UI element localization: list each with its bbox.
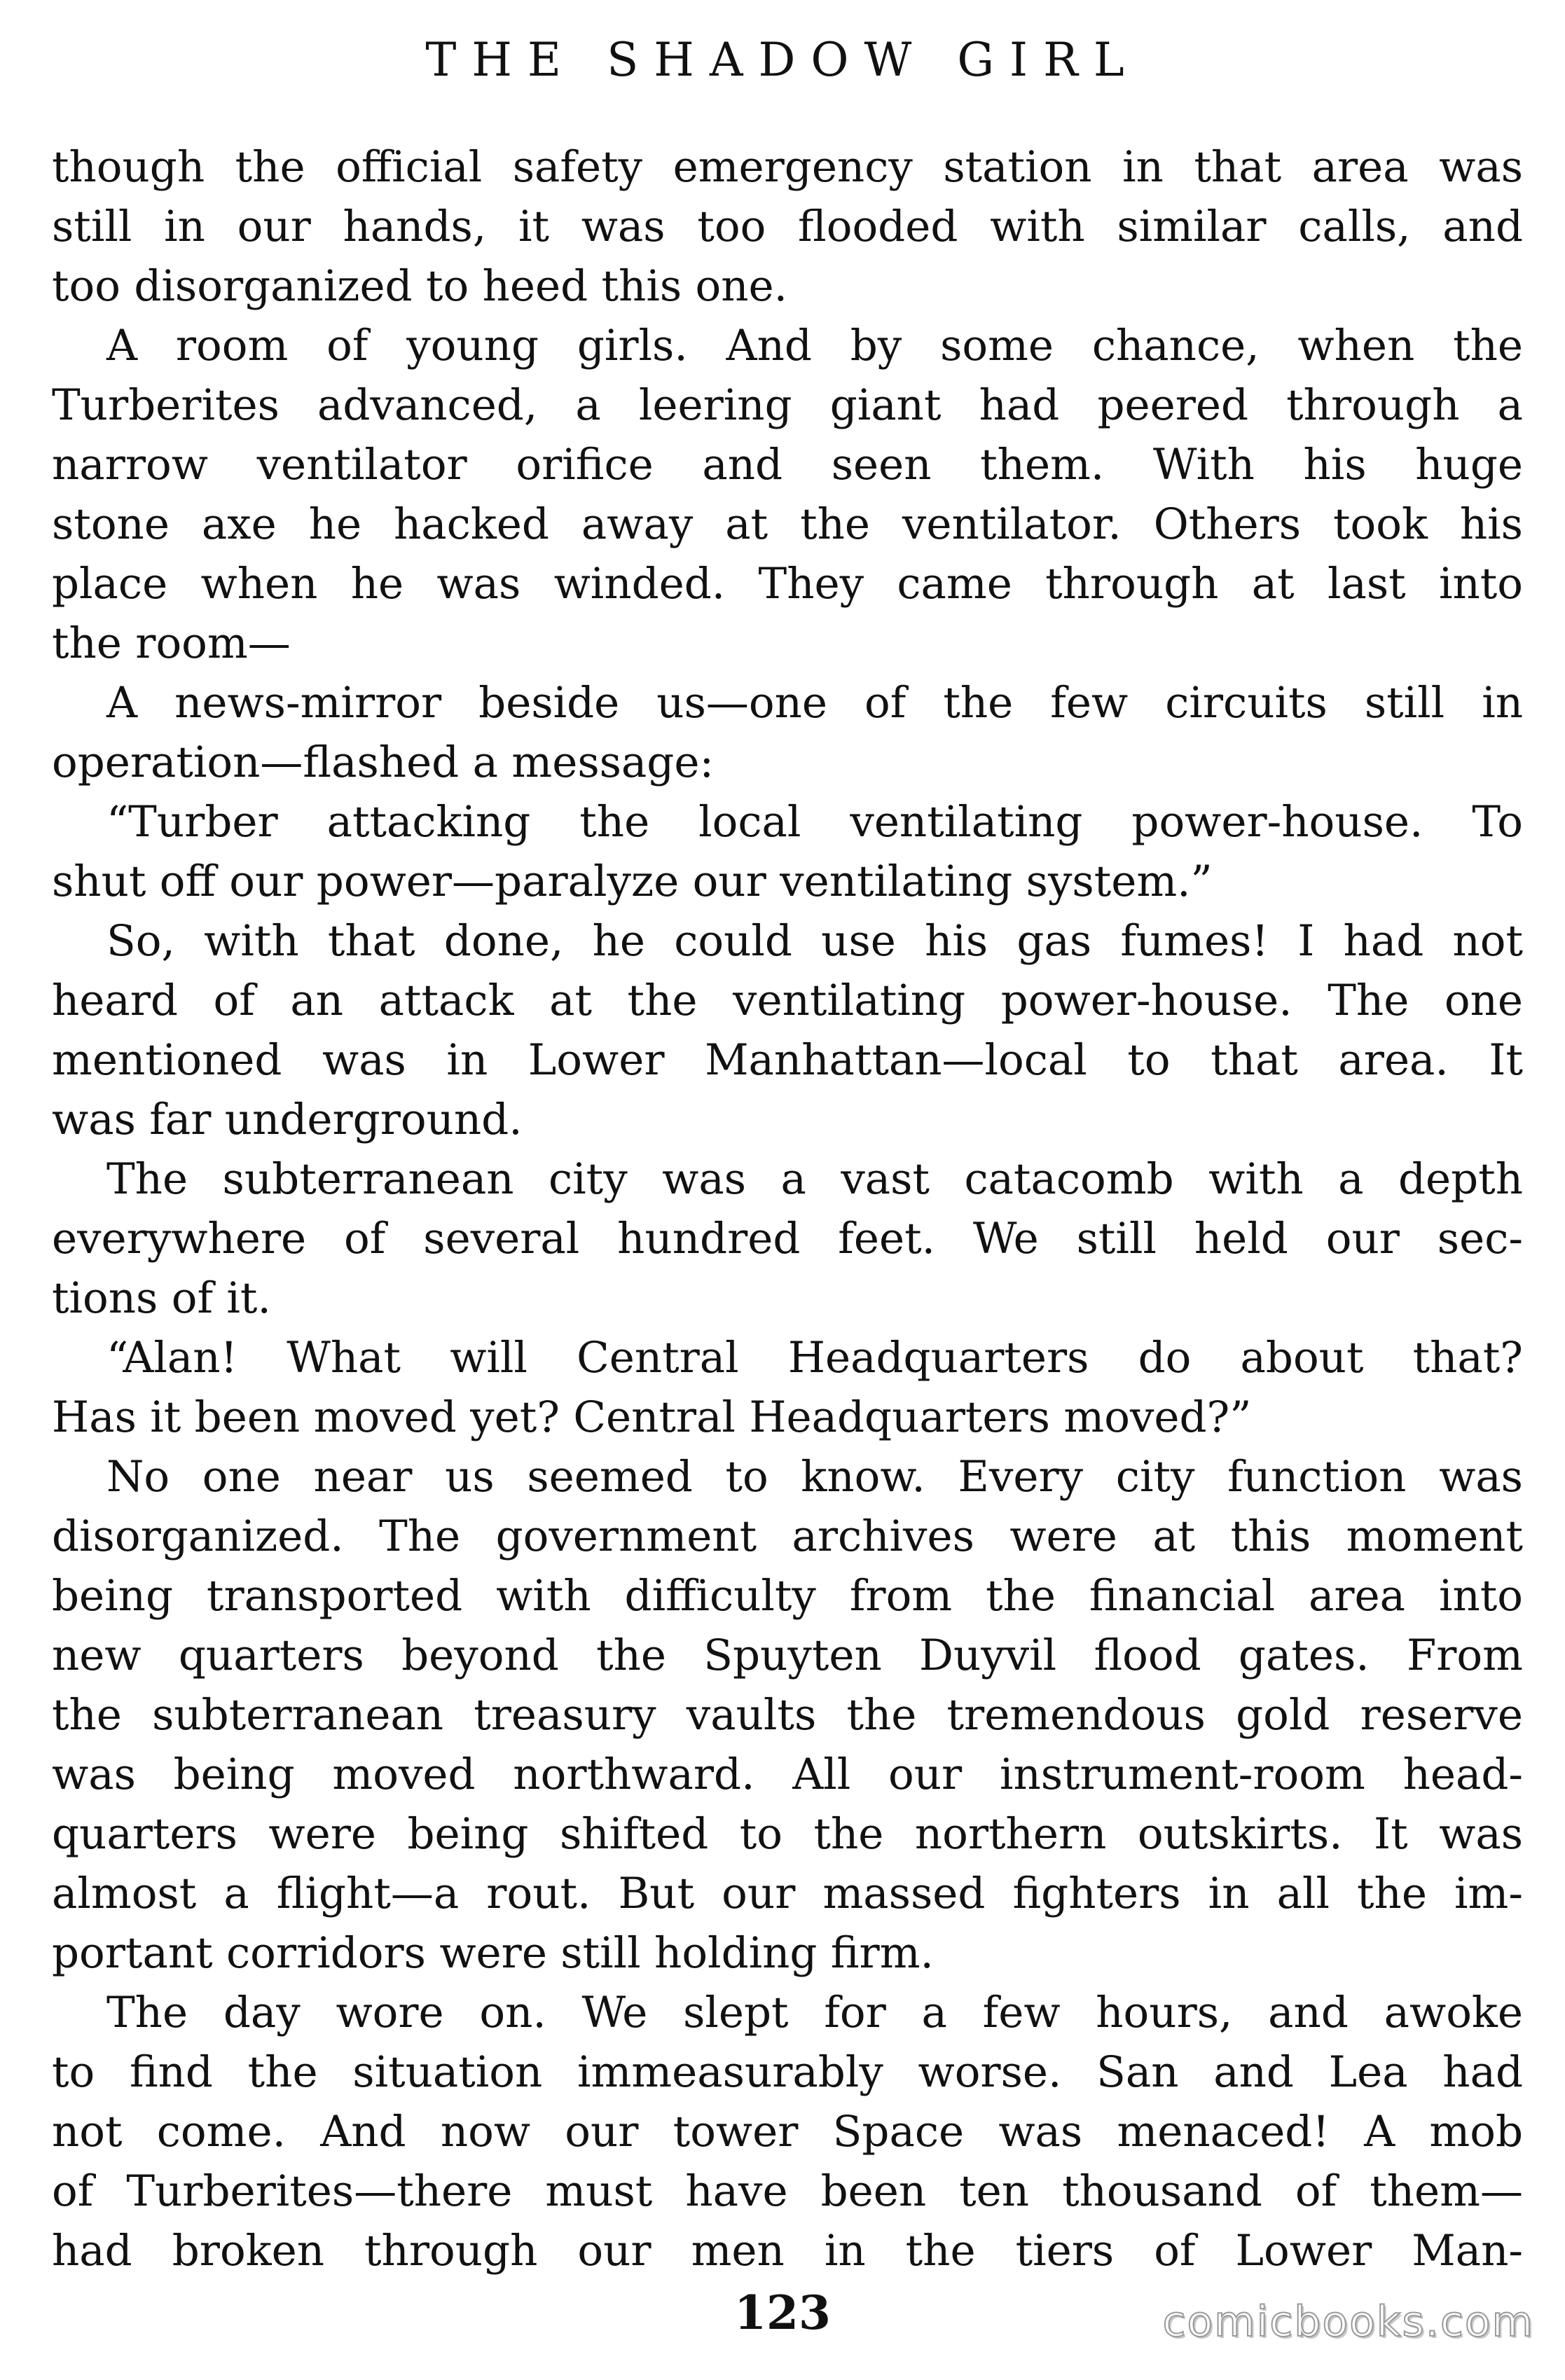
text-line: “Alan! What will Central Headquarters do about that?: [106, 1333, 1523, 1383]
text-line: to find the situation immeasurably worse. San and Lea had: [52, 2047, 1523, 2097]
text-line: though the official safety emergency station in that area was: [52, 142, 1523, 192]
paragraph: [52, 1447, 1523, 1983]
text-line: No one near us seemed to know. Every city function was: [106, 1452, 1523, 1502]
text-line: A room of young girls. And by some chance, when the: [106, 321, 1523, 371]
text-line: was being moved northward. All our instrument-room head-: [52, 1750, 1523, 1799]
text-line: The day wore on. We slept for a few hours, and awoke: [106, 1988, 1523, 2037]
text-line: portant corridors were still holding firm.: [52, 1928, 934, 1978]
page-number: 123: [734, 2285, 831, 2340]
text-line: “Turber attacking the local ventilating power-house. To: [106, 797, 1523, 847]
paragraph: [52, 1149, 1523, 1328]
text-line: narrow ventilator orifice and seen them. With his huge: [52, 440, 1523, 490]
text-line: shut off our power—paralyze our ventilating system.”: [52, 857, 1213, 906]
text-line: The subterranean city was a vast catacomb with a depth: [106, 1154, 1523, 1204]
text-line: was far underground.: [52, 1095, 523, 1144]
paragraph: [52, 911, 1523, 1149]
text-line: So, with that done, he could use his gas fumes! I had not: [106, 916, 1523, 966]
text-line: still in our hands, it was too flooded with similar calls, and: [52, 202, 1523, 251]
text-line: of Turberites—there must have been ten thousand of them—: [52, 2166, 1523, 2216]
text-line: A news-mirror beside us—one of the few circuits still in: [106, 678, 1523, 728]
watermark-logo: comicbooks.com: [1162, 2297, 1534, 2346]
paragraph: [52, 316, 1523, 673]
text-line: quarters were being shifted to the northern outskirts. It was: [52, 1809, 1523, 1859]
text-line: almost a flight—a rout. But our massed fighters in all the im-: [52, 1869, 1523, 1918]
text-line: not come. And now our tower Space was menaced! A mob: [52, 2107, 1523, 2157]
text-line: being transported with difficulty from the financial area into: [52, 1571, 1523, 1621]
paragraph: [52, 673, 1523, 792]
text-line: disorganized. The government archives were at this moment: [52, 1511, 1523, 1561]
text-line: everywhere of several hundred feet. We still held our sec-: [52, 1214, 1523, 1264]
paragraph: [52, 792, 1523, 911]
text-line: tions of it.: [52, 1273, 271, 1323]
text-line: stone axe he hacked away at the ventilator. Others took his: [52, 499, 1523, 549]
text-line: heard of an attack at the ventilating power-house. The one: [52, 976, 1523, 1025]
paragraph: [52, 137, 1523, 316]
running-head: THE SHADOW GIRL: [425, 33, 1140, 87]
text-line: operation—flashed a message:: [52, 738, 714, 787]
text-line: new quarters beyond the Spuyten Duyvil flood gates. From: [52, 1631, 1523, 1680]
text-line: place when he was winded. They came through at last into: [52, 559, 1523, 609]
text-line: mentioned was in Lower Manhattan—local to that area. It: [52, 1035, 1523, 1085]
body-text: [52, 137, 1523, 2281]
paragraph: [52, 1328, 1523, 1447]
paragraph: [52, 1983, 1523, 2281]
text-line: the room—: [52, 618, 291, 668]
text-line: had broken through our men in the tiers of Lower Man-: [52, 2226, 1523, 2276]
text-line: too disorganized to heed this one.: [52, 261, 788, 311]
text-line: Turberites advanced, a leering giant had peered through a: [52, 380, 1523, 430]
text-line: the subterranean treasury vaults the tremendous gold reserve: [52, 1690, 1523, 1740]
text-line: Has it been moved yet? Central Headquarters moved?”: [52, 1392, 1252, 1442]
